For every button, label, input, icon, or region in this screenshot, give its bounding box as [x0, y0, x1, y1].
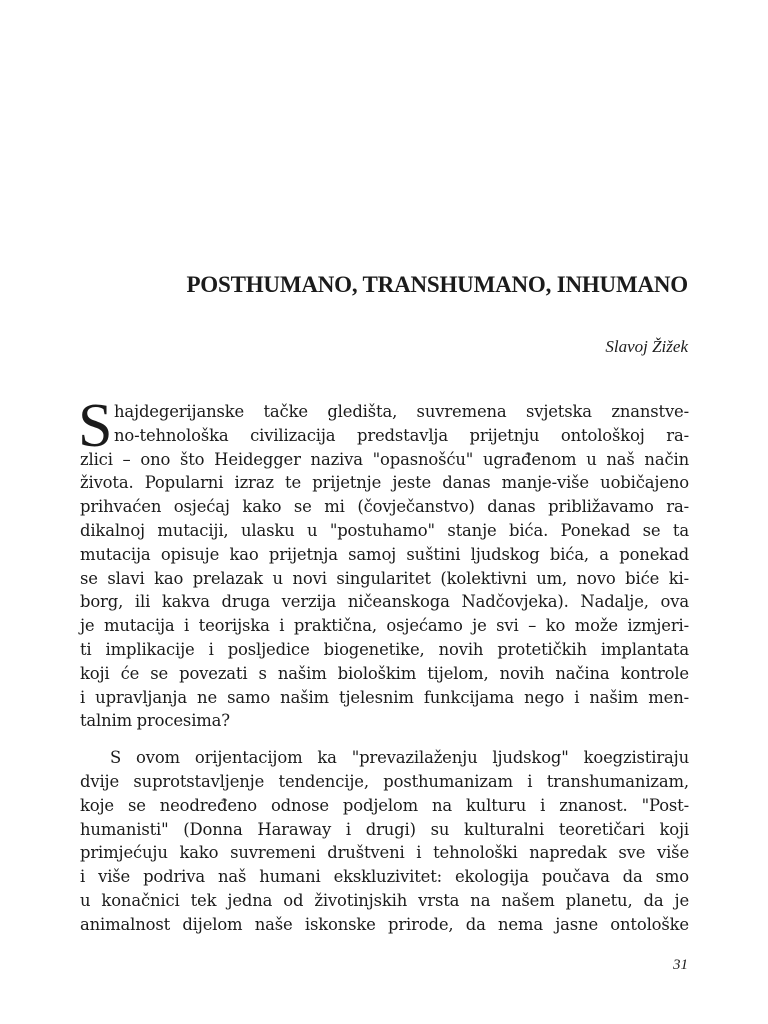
author-name: Slavoj Žižek [605, 337, 688, 356]
text-line: života. Popularni izraz te prijetnje jeste danas manje-više uobičajeno [80, 473, 689, 493]
text-line: zlici – ono što Heidegger naziva "opasnošću" ugrađenom u naš način [80, 449, 689, 469]
text-line: je mutacija i teorijska i praktična, osjećamo je svi – ko može izmjeri- [80, 616, 689, 636]
text-line: animalnost dijelom naše iskonske prirode, da nema jasne ontološke [80, 914, 689, 934]
text-line: borg, ili kakva druga verzija ničeanskoga Nadčovjeka). Nadalje, ova [80, 592, 689, 612]
text-line: koje se neodređeno odnose podjelom na kulturu i znanost. "Post- [80, 795, 689, 815]
text-line: i upravljanja ne samo našim tjelesnim funkcijama nego i našim men- [80, 687, 689, 707]
text-line: no-tehnološka civilizacija predstavlja prijetnju ontološkoj ra- [114, 425, 689, 445]
text-line: mutacija opisuje kao prijetnja samoj suštini ljudskog bića, a ponekad [80, 544, 689, 564]
page-number: 31 [673, 957, 688, 973]
text-line: hajdegerijanske tačke gledišta, suvremena svjetska znanstve- [114, 402, 689, 421]
drop-cap: S [78, 392, 113, 460]
text-line: dikalnoj mutaciji, ulasku u "postuhamo" stanje bića. Ponekad se ta [80, 520, 689, 540]
text-line: se slavi kao prelazak u novi singularitet (kolektivni um, novo biće ki- [80, 568, 689, 588]
text-line: dvije suprotstavljenje tendencije, posthumanizam i transhumanizam, [80, 771, 689, 791]
text-line: prihvaćen osjećaj kako se mi (čovječanstvo) danas približavamo ra- [80, 497, 689, 517]
article-title: POSTHUMANO, TRANSHUMANO, INHUMANO [186, 272, 688, 298]
article-body [78, 392, 689, 937]
text-line: i više podriva naš humani ekskluzivitet: ekologija poučava da smo [80, 867, 689, 887]
text-line: u konačnici tek jedna od životinjskih vrsta na našem planetu, da je [80, 890, 689, 910]
paragraph-1 [78, 392, 689, 733]
text-line: ti implikacije i posljedice biogenetike, novih protetičkih implantata [80, 639, 689, 659]
paragraph-2 [80, 746, 689, 936]
text-line: humanisti" (Donna Haraway i drugi) su kulturalni teoretičari koji [80, 819, 689, 839]
text-line: koji će se povezati s našim biološkim tijelom, novih načina kontrole [80, 663, 689, 683]
text-line: talnim procesima? [80, 711, 230, 731]
text-line: S ovom orijentacijom ka "prevazilaženju ljudskog" koegzistiraju [110, 748, 689, 768]
text-line: primjećuju kako suvremeni društveni i tehnološki napredak sve više [80, 843, 689, 863]
